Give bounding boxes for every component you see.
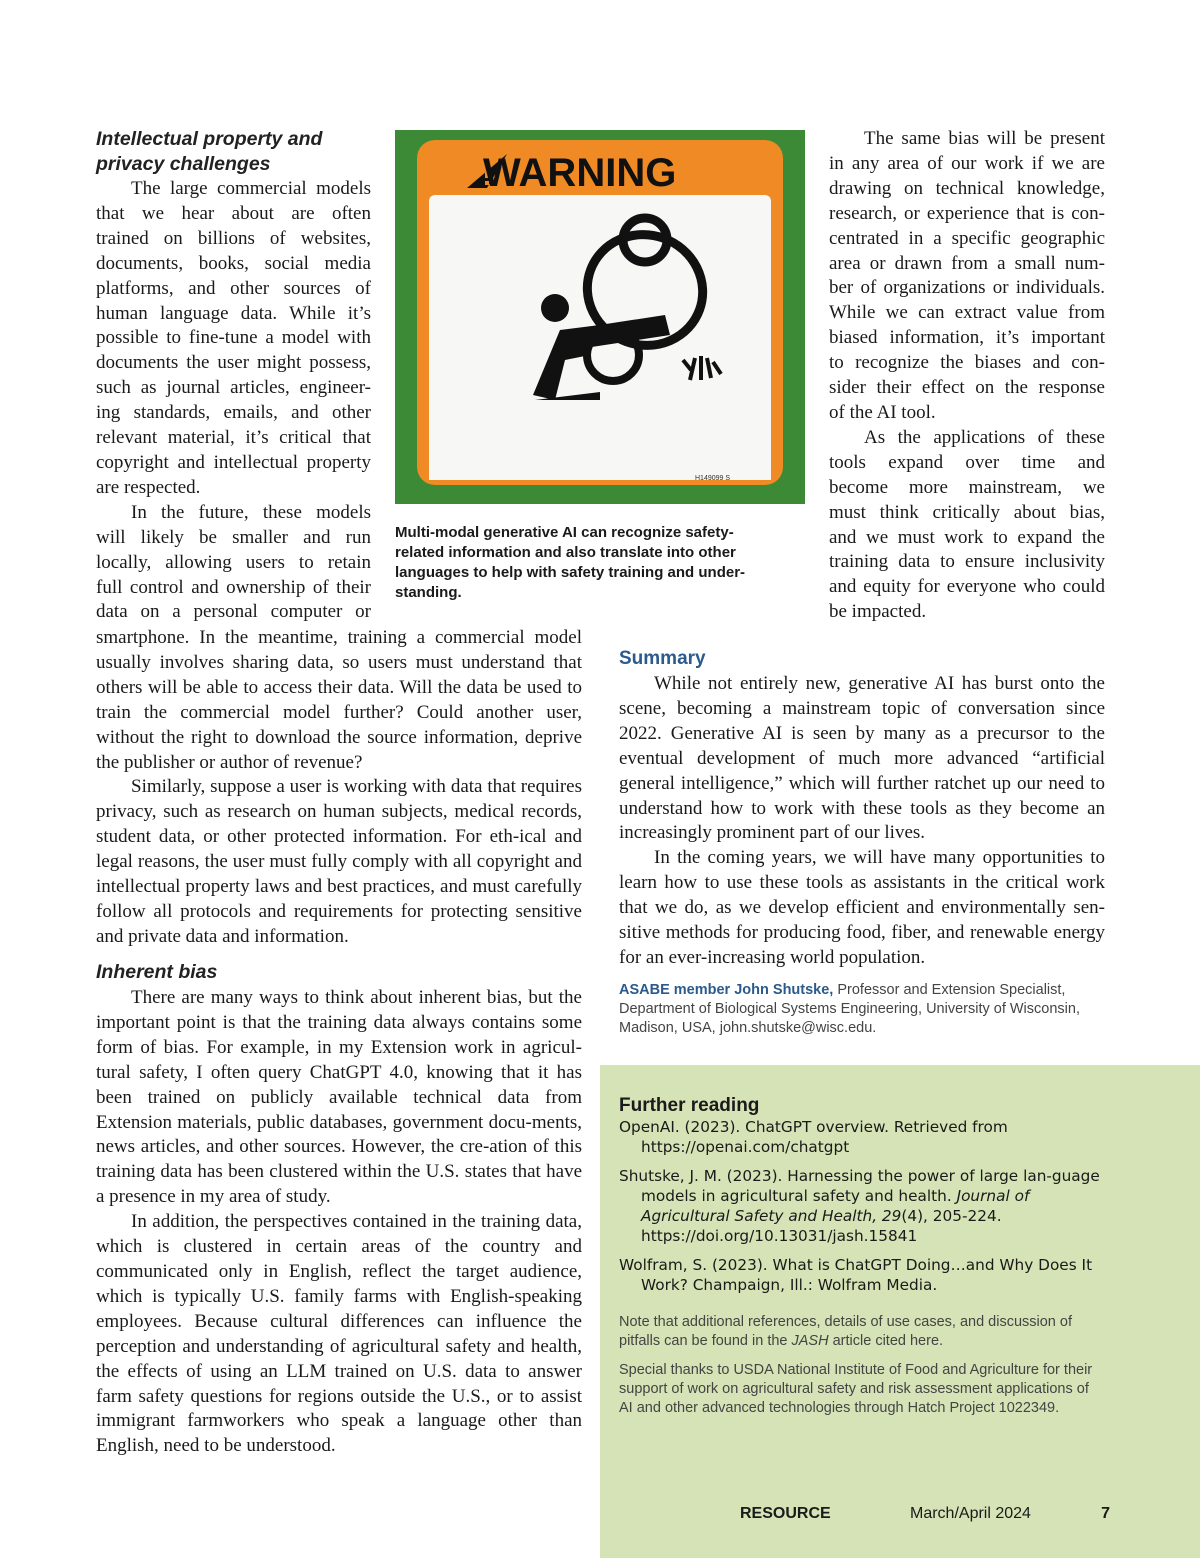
text-line: become more mainstream, we <box>829 476 1105 498</box>
text-line: locally, allowing users to retain <box>96 551 371 573</box>
text-line: in any area of our work if we are <box>829 152 1105 174</box>
reference-item: Shutske, J. M. (2023). Harnessing the power of large lan-guage models in agricultural safety and health. Journal of Agricultural Safety and Health, 29(4), 205-224. https://doi.org/10.13031/jash.15841 <box>619 1167 1100 1245</box>
footer-page-number: 7 <box>1101 1505 1110 1522</box>
text-line: centrated in a specific geographic <box>829 227 1105 249</box>
text-line: will likely be smaller and run <box>96 526 371 548</box>
text-line: In the future, these models <box>131 501 371 523</box>
heading-ip-line1: Intellectual property and <box>96 128 323 150</box>
text-line: The large commercial models <box>131 178 371 199</box>
text-line: As the applications of these <box>864 426 1105 448</box>
text-line: trained on billions of websites, <box>96 227 371 249</box>
text-line: copyright and intellectual property <box>96 451 371 473</box>
text-line: ing standards, emails, and other <box>96 402 371 424</box>
reference-item: OpenAI. (2023). ChatGPT overview. Retrieved from https://openai.com/chatgpt <box>619 1118 1008 1156</box>
author-name: ASABE member John Shutske, <box>619 981 834 998</box>
paragraph: smartphone. In the meantime, training a commercial model usually involves sharing data, so users must understand that others will be able to access their data. Will the data be used to train the commercial model further? Could another user, without the right to download the source information, deprive the publisher or author of revenue? <box>96 627 582 773</box>
text-line: possible to fine-tune a model with <box>96 327 371 349</box>
text-line: and equity for everyone who could <box>829 576 1105 598</box>
text-line: biased information, it’s important <box>829 327 1105 349</box>
warning-sign-graphic <box>395 130 805 504</box>
text-line: must think critically about bias, <box>829 501 1105 523</box>
footer-date: March/April 2024 <box>910 1505 1031 1522</box>
figure-caption: Multi-modal generative AI can recognize safety- related information and also translate into other languages to help with safety training and under- standing. <box>395 524 746 601</box>
sign-text-line2: engine running. Stop engine <box>461 430 677 447</box>
text-line: documents the user might possess, <box>96 352 371 374</box>
text-line: to recognize the biases and con- <box>829 352 1105 374</box>
sign-text-line1: Never raise shield with the <box>461 413 663 430</box>
author-bio <box>619 981 1105 1038</box>
footer-magazine: RESOURCE <box>740 1505 831 1522</box>
warning-sign-photo <box>395 130 805 504</box>
left-narrow-text <box>96 177 371 625</box>
text-line: that we hear about are often <box>96 202 371 224</box>
heading-ip-line2: privacy challenges <box>96 153 271 175</box>
text-line: data on a personal computer or <box>96 601 371 623</box>
text-line: While we can extract value from <box>829 302 1105 324</box>
text-line: The same bias will be present <box>864 128 1105 149</box>
further-reading-panel <box>600 1065 1200 1558</box>
sign-text-line3: and remove key. <box>461 447 586 464</box>
right-column-text <box>829 127 1105 625</box>
further-reading-heading: Further reading <box>619 1095 760 1116</box>
summary-section <box>619 648 1105 1038</box>
text-line: area or drawn from a small num- <box>829 252 1105 274</box>
text-line: be impacted. <box>829 601 927 623</box>
text-line: are respected. <box>96 476 201 498</box>
author-desc: Professor and Extension Specialist, Department of Biological Systems Engineering, University of Wisconsin, Madison, USA, john.shutske@wisc.edu. <box>619 981 1080 1036</box>
text-line: tools expand over time and <box>829 451 1105 473</box>
text-line: human language data. While it’s <box>96 302 371 324</box>
paragraph: While not entirely new, generative AI has burst onto the scene, becoming a mainstream topic of conversation since 2022. Generative AI is seen by many as a precursor to the eventual development of much more advanced “artificial general intelligence,” which will further ratchet up our need to understand how to work with these tools as they become an increasingly prominent part of our lives. <box>619 673 1105 844</box>
thanks-text: Special thanks to USDA National Institute of Food and Agriculture for their support of work on agricultural safety and risk assessment applications of AI and other advanced technologies through Hatch Project 1022349. <box>619 1362 1093 1416</box>
left-wide-text <box>96 626 582 950</box>
text-line: such as journal articles, engineer- <box>96 377 371 399</box>
text-line: and we must work to expand the <box>829 526 1105 548</box>
text-line: drawing on technical knowledge, <box>829 177 1105 199</box>
bias-text <box>96 986 582 1459</box>
text-line: platforms, and other sources of <box>96 277 371 299</box>
paragraph: In the coming years, we will have many opportunities to learn how to use these tools as assistants in the critical work that we do, as we develop efficient and environmentally sen-sitive methods for producing food, fiber, and renewable energy for an ever-increasing world population. <box>619 847 1105 968</box>
text-line: sider their effect on the response <box>829 377 1105 399</box>
heading-ip <box>96 127 376 177</box>
text-line: of the AI tool. <box>829 401 936 423</box>
sign-title: WARNING <box>483 151 677 195</box>
summary-heading: Summary <box>619 648 706 669</box>
paragraph: Similarly, suppose a user is working with data that requires privacy, such as research on human subjects, medical records, student data, or other protected information. For eth-ical and legal reasons, the user must fully comply with all copyright and intellectual property laws and best practices, and must carefully follow all protocols and requirements for protecting sensitive and private data and information. <box>96 776 582 947</box>
reference-item: Wolfram, S. (2023). What is ChatGPT Doing…and Why Does It Work? Champaign, Ill.: Wolfram Media. <box>619 1256 1093 1294</box>
heading-bias: Inherent bias <box>96 961 218 983</box>
text-line: research, or experience that is con- <box>829 202 1105 224</box>
text-line: relevant material, it’s critical that <box>96 427 371 449</box>
text-line: full control and ownership of their <box>96 576 371 598</box>
text-line: documents, books, social media <box>96 252 371 274</box>
sign-code: H149099 S <box>695 475 731 482</box>
paragraph: In addition, the perspectives contained in the training data, which is clustered in certain areas of the country and communicated only in English, reflect the target audience, which is typically U.S. family farms with English-speaking employees. Because cultural differences can influence the perception and understanding of agricultural safety and health, the effects of using an LLM trained on U.S. data to answer farm safety questions for regions outside the U.S., or to assist immigrant farmworkers who speak a language other than English, need to be understood. <box>96 1211 582 1457</box>
text-line: ber of organizations or individuals. <box>829 277 1105 299</box>
paragraph: There are many ways to think about inherent bias, but the important point is that the training data always contains some form of bias. For example, in my Extension work in agricul-tural safety, I often query ChatGPT 4.0, knowing that it has been trained on publicly available technical data from Extension materials, public databases, government docu-ments, news articles, and other sources. However, the cre-ation of this training data has been clustered within the U.S. states that have a presence in my area of study. <box>96 987 582 1208</box>
note-text: Note that additional references, details of use cases, and discussion of pitfalls can be found in the JASH article cited here. <box>619 1314 1072 1349</box>
text-line: training data to ensure inclusivity <box>829 551 1105 573</box>
